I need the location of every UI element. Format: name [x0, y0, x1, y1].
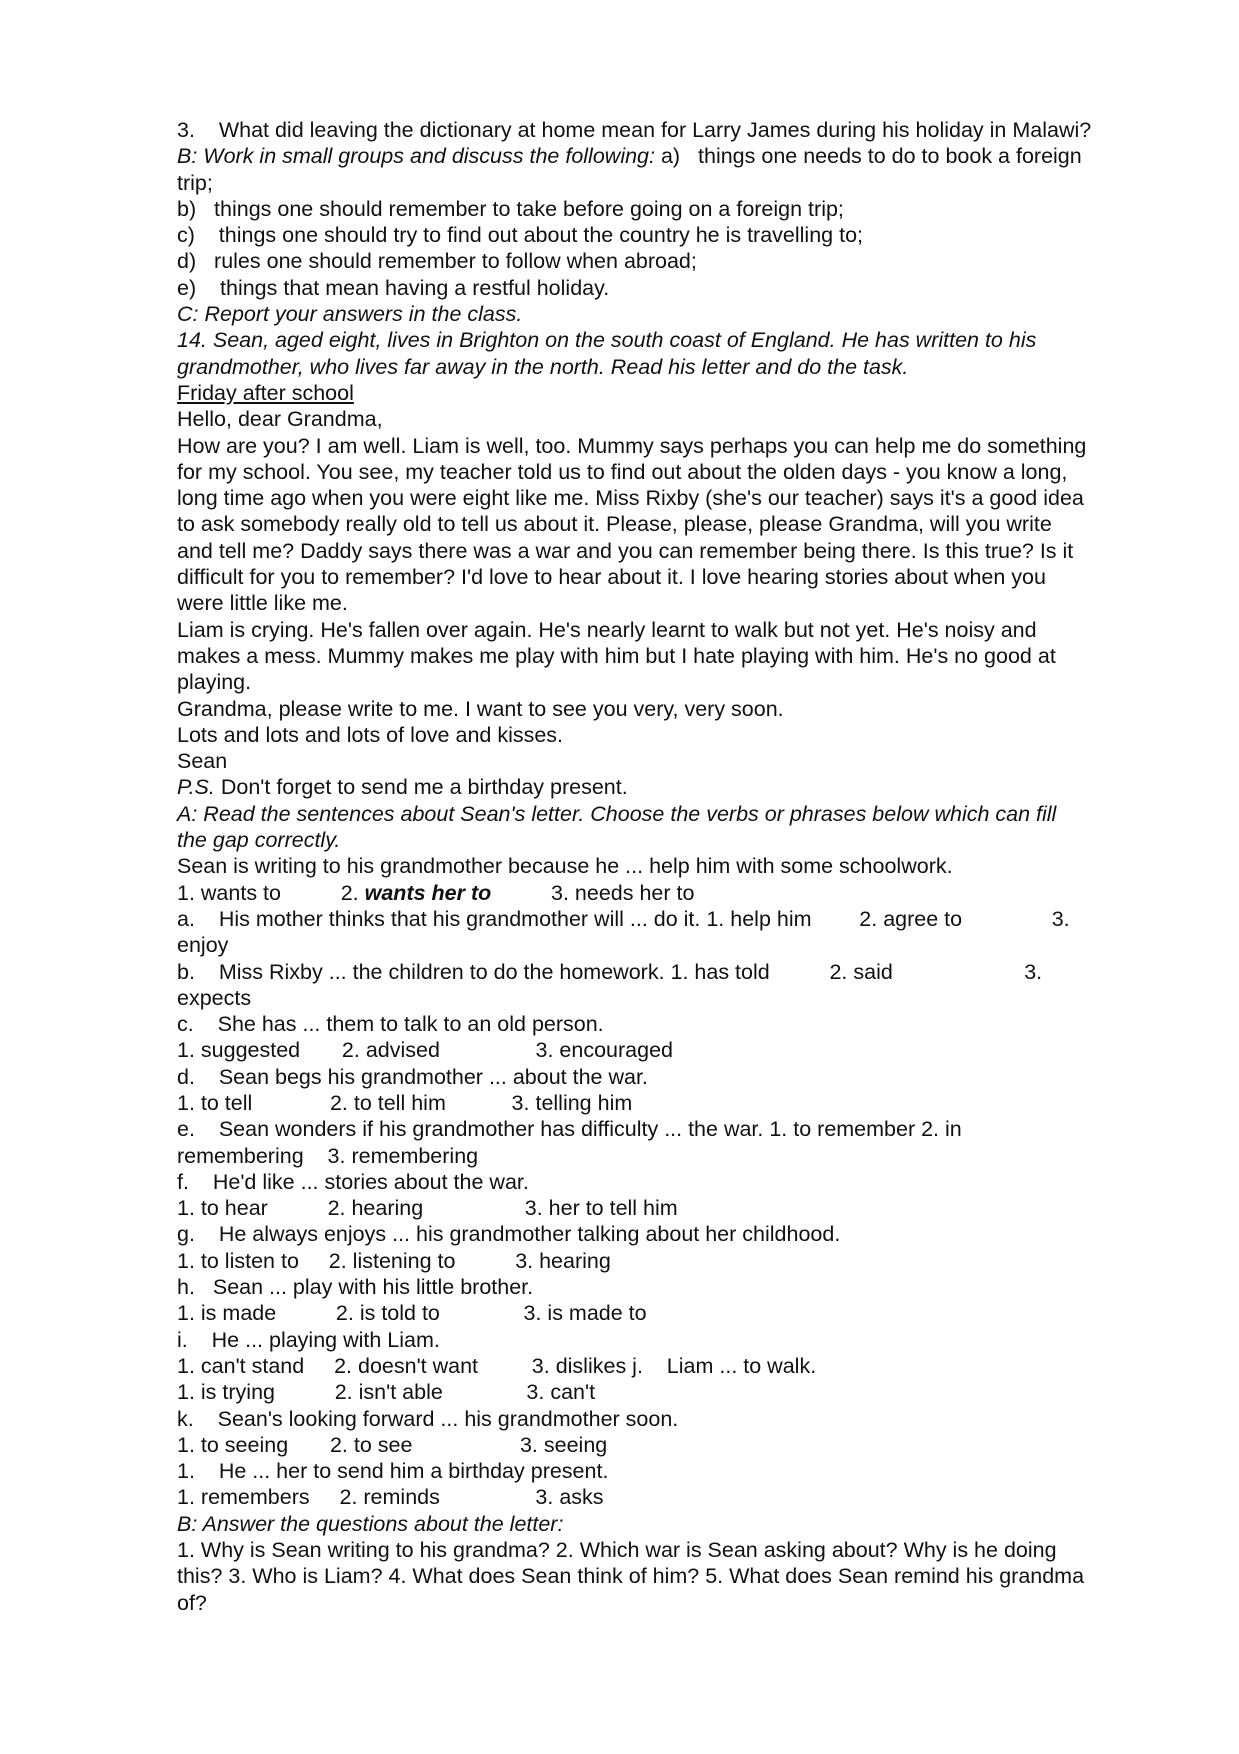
item-g-options: 1. to listen to 2. listening to 3. hearing	[177, 1248, 611, 1273]
task-b-intro-line	[177, 143, 1157, 169]
item-e-continued: remembering 3. remembering	[177, 1143, 479, 1168]
postscript-text: Don't forget to send me a birthday present.	[214, 775, 628, 800]
letter-paragraph-1-line-2: for my school. You see, my teacher told us to find out about the olden days - you know a long,	[177, 459, 1068, 484]
item-f-sentence: f. He'd like ... stories about the war.	[177, 1169, 529, 1194]
task-a-instruction-line-1: A: Read the sentences about Sean's letter. Choose the verbs or phrases below which can fill	[177, 801, 1057, 826]
item-l-sentence: 1. He ... her to send him a birthday present.	[177, 1459, 609, 1484]
letter-paragraph-1-line-5: and tell me? Daddy says there was a war and you can remember being there. Is this true? Is it	[177, 538, 1074, 563]
exercise-14-intro-line-1: 14. Sean, aged eight, lives in Brighton on the south coast of England. He has written to his	[177, 328, 1037, 353]
task-b-item-b: b) things one should remember to take before going on a foreign trip;	[177, 196, 844, 221]
item-c-sentence: c. She has ... them to talk to an old person.	[177, 1012, 604, 1037]
item-d-sentence: d. Sean begs his grandmother ... about the war.	[177, 1064, 648, 1089]
letter-greeting: Hello, dear Grandma,	[177, 407, 383, 432]
letter-questions-line-3: of?	[177, 1590, 207, 1615]
letter-paragraph-1-line-1: How are you? I am well. Liam is well, too. Mummy says perhaps you can help me do something	[177, 433, 1087, 458]
example-answer: wants her to	[364, 880, 492, 905]
item-a-continued: enjoy	[177, 933, 229, 958]
task-b-item-e: e) things that mean having a restful holiday.	[177, 275, 610, 300]
letter-paragraph-2-line-3: playing.	[177, 670, 252, 695]
letter-paragraph-3: Grandma, please write to me. I want to see you very, very soon.	[177, 696, 784, 721]
item-k-options: 1. to seeing 2. to see 3. seeing	[177, 1432, 608, 1457]
task-c-heading: C: Report your answers in the class.	[177, 302, 523, 327]
item-k-sentence: k. Sean's looking forward ... his grandmother soon.	[177, 1406, 679, 1431]
item-d-options: 1. to tell 2. to tell him 3. telling him	[177, 1090, 633, 1115]
item-h-sentence: h. Sean ... play with his little brother.	[177, 1275, 534, 1300]
item-f-options: 1. to hear 2. hearing 3. her to tell him	[177, 1196, 678, 1221]
item-e-sentence: e. Sean wonders if his grandmother has difficulty ... the war. 1. to remember 2. in	[177, 1117, 962, 1142]
question-3-line: 3. What did leaving the dictionary at home mean for Larry James during his holiday in Malawi?	[177, 118, 1092, 142]
item-c-options: 1. suggested 2. advised 3. encouraged	[177, 1038, 673, 1063]
item-l-options: 1. remembers 2. reminds 3. asks	[177, 1485, 604, 1510]
postscript-label: P.S.	[177, 775, 215, 800]
letter-date: Friday after school	[177, 380, 354, 405]
letter-questions-line-1: 1. Why is Sean writing to his grandma? 2. Which war is Sean asking about? Why is he doing	[177, 1538, 1057, 1563]
document-page	[177, 117, 1157, 1616]
task-b-item-a-continued: trip;	[177, 170, 213, 195]
task-b-heading: B: Work in small groups and discuss the following:	[177, 144, 655, 169]
letter-signature: Sean	[177, 749, 228, 774]
letter-paragraph-1-line-7: were little like me.	[177, 591, 348, 616]
task-b-item-c: c) things one should try to find out about the country he is travelling to;	[177, 223, 864, 248]
item-a-sentence: a. His mother thinks that his grandmother will ... do it. 1. help him 2. agree to 3.	[177, 906, 1070, 931]
example-option-3: 3. needs her to	[491, 880, 695, 905]
task-b-item-d: d) rules one should remember to follow when abroad;	[177, 249, 697, 274]
item-b-sentence: b. Miss Rixby ... the children to do the homework. 1. has told 2. said 3.	[177, 959, 1043, 984]
letter-paragraph-1-line-3: long time ago when you were eight like me. Miss Rixby (she's our teacher) says it's a good idea	[177, 486, 1084, 511]
letter-closing: Lots and lots and lots of love and kisses.	[177, 722, 564, 747]
task-b-item-a: a) things one needs to do to book a foreign	[655, 144, 1082, 169]
item-i-sentence: i. He ... playing with Liam.	[177, 1327, 440, 1352]
letter-paragraph-2-line-1: Liam is crying. He's fallen over again. He's nearly learnt to walk but not yet. He's noisy and	[177, 617, 1037, 642]
task-a-instruction-line-2: the gap correctly.	[177, 828, 341, 853]
letter-date-line	[177, 380, 1157, 406]
item-g-sentence: g. He always enjoys ... his grandmother talking about her childhood.	[177, 1222, 841, 1247]
example-option-1: 1. wants to 2.	[177, 880, 365, 905]
item-i-options-item-j-sentence: 1. can't stand 2. doesn't want 3. dislikes j. Liam ... to walk.	[177, 1353, 817, 1378]
exercise-14-intro-line-2: grandmother, who lives far away in the north. Read his letter and do the task.	[177, 354, 909, 379]
item-j-options: 1. is trying 2. isn't able 3. can't	[177, 1380, 596, 1405]
letter-paragraph-1-line-6: difficult for you to remember? I'd love to hear about it. I love hearing stories about when you	[177, 565, 1046, 590]
letter-paragraph-2-line-2: makes a mess. Mummy makes me play with him but I hate playing with him. He's no good at	[177, 643, 1056, 668]
letter-paragraph-1-line-4: to ask somebody really old to tell us about it. Please, please, please Grandma, will you write	[177, 512, 1052, 537]
example-options	[177, 880, 1157, 906]
letter-questions-line-2: this? 3. Who is Liam? 4. What does Sean think of him? 5. What does Sean remind his grandma	[177, 1564, 1085, 1589]
task-b-letter-heading: B: Answer the questions about the letter:	[177, 1511, 564, 1536]
letter-postscript	[177, 774, 1157, 800]
item-h-options: 1. is made 2. is told to 3. is made to	[177, 1301, 647, 1326]
example-sentence: Sean is writing to his grandmother because he ... help him with some schoolwork.	[177, 854, 953, 879]
item-b-continued: expects	[177, 985, 252, 1010]
